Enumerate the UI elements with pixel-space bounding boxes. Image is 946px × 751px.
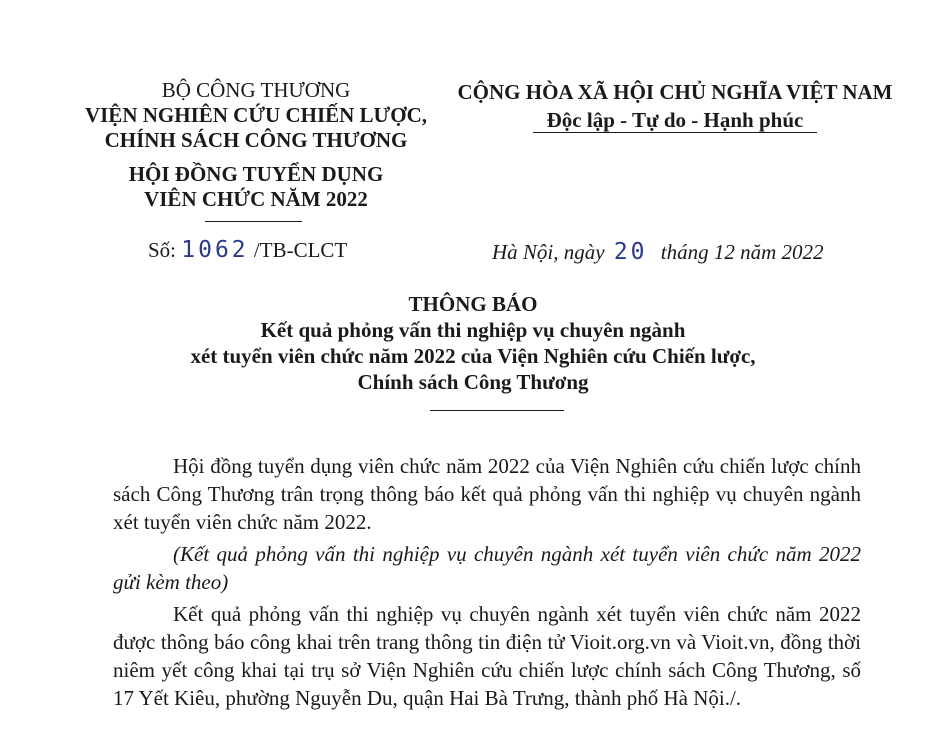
motto-underline — [533, 132, 817, 133]
ministry-name: BỘ CÔNG THƯƠNG — [161, 78, 351, 102]
notice-title-block — [60, 291, 886, 395]
issue-date-prefix: Hà Nội, ngày — [492, 240, 605, 264]
document-number-value: 1062 — [181, 237, 249, 263]
council-name-line2: VIÊN CHỨC NĂM 2022 — [144, 187, 368, 211]
document-number-prefix: Số: — [148, 238, 177, 262]
document-number — [148, 238, 347, 263]
institute-name-line2: CHÍNH SÁCH CÔNG THƯƠNG — [104, 128, 408, 152]
issuing-agency-block — [60, 78, 452, 212]
republic-name: CỘNG HÒA XÃ HỘI CHỦ NGHĨA VIỆT NAM — [457, 80, 893, 104]
body-paragraph-1: Hội đồng tuyển dụng viên chức năm 2022 của Viện Nghiên cứu chiến lược chính sách Công Thương trân trọng thông báo kết quả phỏng vấn thi nghiệp vụ chuyên ngành xét tuyển viên chức năm 2022. — [113, 454, 861, 534]
national-header-block — [430, 80, 920, 133]
notice-subtitle-line3: Chính sách Công Thương — [357, 370, 589, 394]
issue-date-day: 20 — [613, 239, 648, 265]
notice-subtitle-line2: xét tuyển viên chức năm 2022 của Viện Nghiên cứu Chiến lược, — [190, 344, 756, 368]
body-paragraph-2: (Kết quả phỏng vấn thi nghiệp vụ chuyên ngành xét tuyển viên chức năm 2022 gửi kèm theo) — [113, 542, 861, 594]
left-header-divider — [205, 221, 302, 222]
institute-name-line1: VIỆN NGHIÊN CỨU CHIẾN LƯỢC, — [84, 103, 428, 127]
council-name-line1: HỘI ĐỒNG TUYỂN DỤNG — [128, 162, 384, 186]
issue-date-suffix: tháng 12 năm 2022 — [660, 240, 824, 264]
body-paragraph-3: Kết quả phỏng vấn thi nghiệp vụ chuyên ngành xét tuyển viên chức năm 2022 được thông báo công khai trên trang thông tin điện tử Vioit.org.vn và Vioit.vn, đồng thời niêm yết công khai tại trụ sở Viện Nghiên cứu chiến lược chính sách Công Thương, số 17 Yết Kiêu, phường Nguyễn Du, quận Hai Bà Trưng, thành phố Hà Nội./. — [113, 602, 861, 710]
document-number-suffix: /TB-CLCT — [253, 238, 348, 262]
title-divider — [430, 410, 564, 411]
issue-date — [492, 240, 824, 265]
notice-subtitle-line1: Kết quả phỏng vấn thi nghiệp vụ chuyên ngành — [260, 318, 686, 342]
notice-heading: THÔNG BÁO — [408, 292, 538, 316]
national-motto: Độc lập - Tự do - Hạnh phúc — [546, 108, 804, 132]
